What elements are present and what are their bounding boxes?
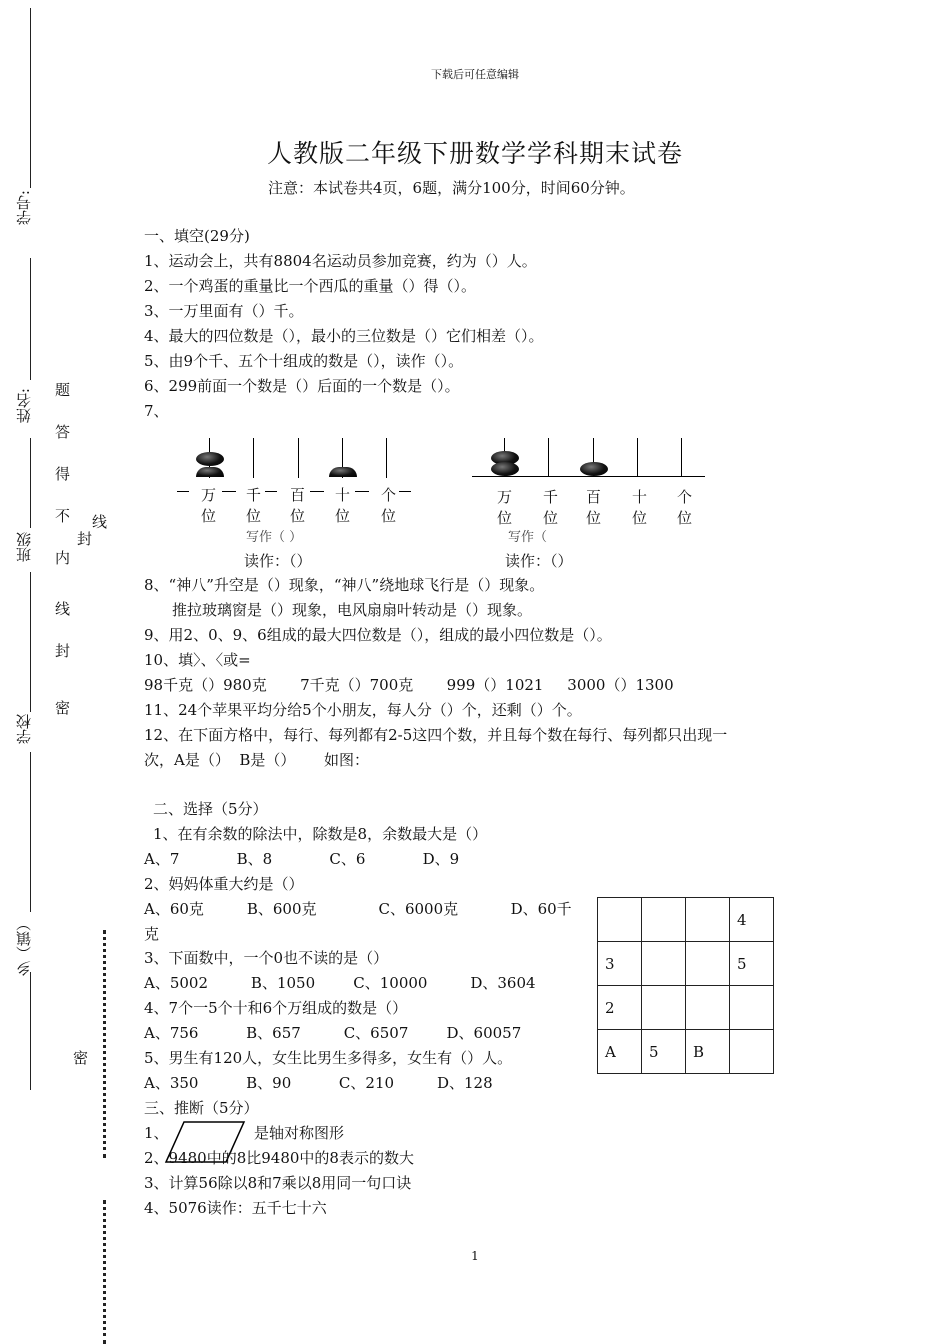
grid-cell: B bbox=[686, 1030, 730, 1074]
abacus-baseline bbox=[177, 491, 189, 492]
grid-row bbox=[598, 898, 774, 942]
grid-row bbox=[598, 1030, 774, 1074]
judge-2: 2、9480中的8比9480中的8表示的数大 bbox=[144, 1149, 414, 1167]
place-unit: 位 bbox=[246, 507, 262, 525]
place-unit: 位 bbox=[497, 509, 513, 527]
seal-char: 线 bbox=[55, 600, 71, 618]
grid-cell bbox=[730, 1030, 774, 1074]
seal-char: 不 bbox=[55, 507, 71, 525]
number-grid bbox=[597, 897, 774, 1074]
place-label: 千 bbox=[246, 486, 262, 504]
margin-rule bbox=[30, 258, 31, 380]
place-unit: 位 bbox=[586, 509, 602, 527]
place-label: 千 bbox=[543, 488, 559, 506]
abacus-rod bbox=[637, 438, 638, 476]
section3-heading: 三、推断（5分） bbox=[144, 1099, 259, 1117]
section2-heading: 二、选择（5分） bbox=[153, 800, 268, 818]
read-as-label: 读作：（） bbox=[244, 552, 312, 570]
seal-char: 封 bbox=[55, 642, 71, 660]
abacus-rod bbox=[253, 438, 254, 478]
abacus-baseline bbox=[222, 491, 236, 492]
place-label: 十 bbox=[632, 488, 648, 506]
abacus-beam bbox=[472, 476, 705, 477]
abacus-bead bbox=[196, 467, 224, 477]
seal-char: 密 bbox=[73, 1049, 89, 1067]
grid-cell: 2 bbox=[598, 986, 642, 1030]
grid-cell: 5 bbox=[642, 1030, 686, 1074]
grid-cell bbox=[686, 898, 730, 942]
seal-char: 密 bbox=[55, 699, 71, 717]
question-11: 11、24个苹果平均分给5个小朋友，每人分（）个，还剩（）个。 bbox=[144, 701, 582, 719]
grid-cell bbox=[686, 986, 730, 1030]
place-unit: 位 bbox=[335, 507, 351, 525]
choice-2-options-cont: 克 bbox=[144, 925, 160, 943]
choice-5: 5、男生有120人，女生比男生多得多，女生有（）人。 bbox=[144, 1049, 513, 1067]
place-label: 万 bbox=[201, 486, 217, 504]
question-7: 7、 bbox=[144, 402, 169, 420]
abacus-bead bbox=[580, 462, 608, 476]
student-id-label: 学号: bbox=[15, 190, 33, 226]
abacus-baseline bbox=[355, 491, 369, 492]
page-title: 人教版二年级下册数学学科期末试卷 bbox=[266, 139, 683, 168]
question-10: 10、填〉、〈或= bbox=[144, 651, 251, 669]
place-unit: 位 bbox=[201, 507, 217, 525]
place-unit: 位 bbox=[677, 509, 693, 527]
dotted-cut-line bbox=[103, 1200, 106, 1344]
margin-rule bbox=[30, 972, 31, 1090]
grid-cell bbox=[642, 898, 686, 942]
place-label: 百 bbox=[586, 488, 602, 506]
abacus-rod bbox=[548, 438, 549, 476]
question-2: 2、一个鸡蛋的重量比一个西瓜的重量（）得（）。 bbox=[144, 277, 477, 295]
judge-3: 3、计算56除以8和7乘以8用同一句口诀 bbox=[144, 1174, 412, 1192]
grid-cell bbox=[598, 898, 642, 942]
question-5: 5、由9个千、五个十组成的数是（），读作（）。 bbox=[144, 352, 464, 370]
abacus-rod bbox=[386, 438, 387, 478]
choice-5-options: A、350 B、90 C、210 D、128 bbox=[144, 1074, 493, 1092]
grid-cell bbox=[686, 942, 730, 986]
question-12a: 12、在下面方格中，每行、每列都有2-5这四个数，并且每个数在每行、每列都只出现一 bbox=[144, 726, 728, 744]
seal-char: 答 bbox=[55, 423, 71, 441]
seal-char: 线 bbox=[92, 513, 108, 531]
seal-char: 内 bbox=[55, 549, 71, 567]
question-10-items: 98千克（）980克 7千克（）700克 999（）1021 3000（）1300 bbox=[144, 676, 674, 694]
place-label: 十 bbox=[335, 486, 351, 504]
page-number: 1 bbox=[471, 1249, 479, 1263]
choice-1-options: A、7 B、8 C、6 D、9 bbox=[144, 850, 460, 868]
school-label: 学校 bbox=[15, 714, 33, 744]
dotted-cut-line bbox=[103, 930, 106, 1158]
margin-rule bbox=[30, 438, 31, 528]
choice-3-options: A、5002 B、1050 C、10000 D、3604 bbox=[144, 974, 536, 992]
margin-rule bbox=[30, 752, 31, 912]
abacus-baseline bbox=[265, 491, 277, 492]
choice-2: 2、妈妈体重大约是（） bbox=[144, 875, 304, 893]
question-1: 1、运动会上，共有8804名运动员参加竞赛，约为（）人。 bbox=[144, 252, 537, 270]
question-9: 9、用2、0、9、6组成的最大四位数是（），组成的最小四位数是（）。 bbox=[144, 626, 612, 644]
judge-1-prefix: 1、 bbox=[144, 1124, 169, 1142]
grid-cell bbox=[730, 986, 774, 1030]
question-8a: 8、“神八”升空是（）现象，“神八”绕地球飞行是（）现象。 bbox=[144, 576, 545, 594]
place-unit: 位 bbox=[381, 507, 397, 525]
abacus-rod bbox=[681, 438, 682, 476]
place-unit: 位 bbox=[290, 507, 306, 525]
seal-char: 题 bbox=[55, 381, 71, 399]
header-note: 下载后可任意编辑 bbox=[431, 68, 519, 81]
write-as-label: 写作（ bbox=[508, 530, 548, 545]
choice-4-options: A、756 B、657 C、6507 D、60057 bbox=[144, 1024, 522, 1042]
abacus-baseline bbox=[310, 491, 324, 492]
grid-cell: A bbox=[598, 1030, 642, 1074]
section1-heading: 一、填空(29分) bbox=[144, 227, 250, 245]
place-label: 万 bbox=[497, 488, 513, 506]
town-label: 乡（镇） bbox=[15, 916, 33, 976]
margin-rule bbox=[30, 572, 31, 712]
grid-cell bbox=[642, 986, 686, 1030]
read-as-label: 读作：（） bbox=[505, 552, 573, 570]
abacus-rod bbox=[298, 438, 299, 478]
place-label: 个 bbox=[381, 486, 397, 504]
question-12b: 次，A是（） B是（） 如图： bbox=[144, 751, 370, 769]
margin-rule bbox=[30, 8, 31, 188]
question-6: 6、299前面一个数是（）后面的一个数是（）。 bbox=[144, 377, 460, 395]
choice-3: 3、下面数中，一个0也不读的是（） bbox=[144, 949, 389, 967]
write-as-label: 写作（ ） bbox=[246, 530, 303, 545]
question-4: 4、最大的四位数是（），最小的三位数是（）它们相差（）。 bbox=[144, 327, 544, 345]
judge-4: 4、5076读作：五千七十六 bbox=[144, 1199, 327, 1217]
question-8b: 推拉玻璃窗是（）现象，电风扇扇叶转动是（）现象。 bbox=[172, 601, 533, 619]
question-3: 3、一万里面有（）千。 bbox=[144, 302, 304, 320]
place-label: 个 bbox=[677, 488, 693, 506]
abacus-bead bbox=[196, 452, 224, 466]
abacus-bead bbox=[491, 462, 519, 476]
grid-cell: 5 bbox=[730, 942, 774, 986]
class-label: 班级 bbox=[15, 532, 33, 562]
choice-1: 1、在有余数的除法中，除数是8，余数最大是（） bbox=[153, 825, 488, 843]
grid-cell bbox=[642, 942, 686, 986]
name-label: 姓名: bbox=[15, 388, 33, 424]
seal-char: 封 bbox=[77, 530, 93, 548]
grid-cell: 4 bbox=[730, 898, 774, 942]
abacus-bead bbox=[329, 467, 357, 477]
judge-1-text: 是轴对称图形 bbox=[254, 1124, 345, 1142]
grid-row bbox=[598, 986, 774, 1030]
place-unit: 位 bbox=[543, 509, 559, 527]
grid-cell: 3 bbox=[598, 942, 642, 986]
exam-notice: 注意：本试卷共4页，6题，满分100分，时间60分钟。 bbox=[268, 179, 635, 197]
choice-4: 4、7个一5个十和6个万组成的数是（） bbox=[144, 999, 408, 1017]
grid-row bbox=[598, 942, 774, 986]
abacus-baseline bbox=[399, 491, 411, 492]
place-unit: 位 bbox=[632, 509, 648, 527]
choice-2-options: A、60克 B、600克 C、6000克 D、60千 bbox=[144, 900, 572, 918]
seal-char: 得 bbox=[55, 465, 71, 483]
place-label: 百 bbox=[290, 486, 306, 504]
